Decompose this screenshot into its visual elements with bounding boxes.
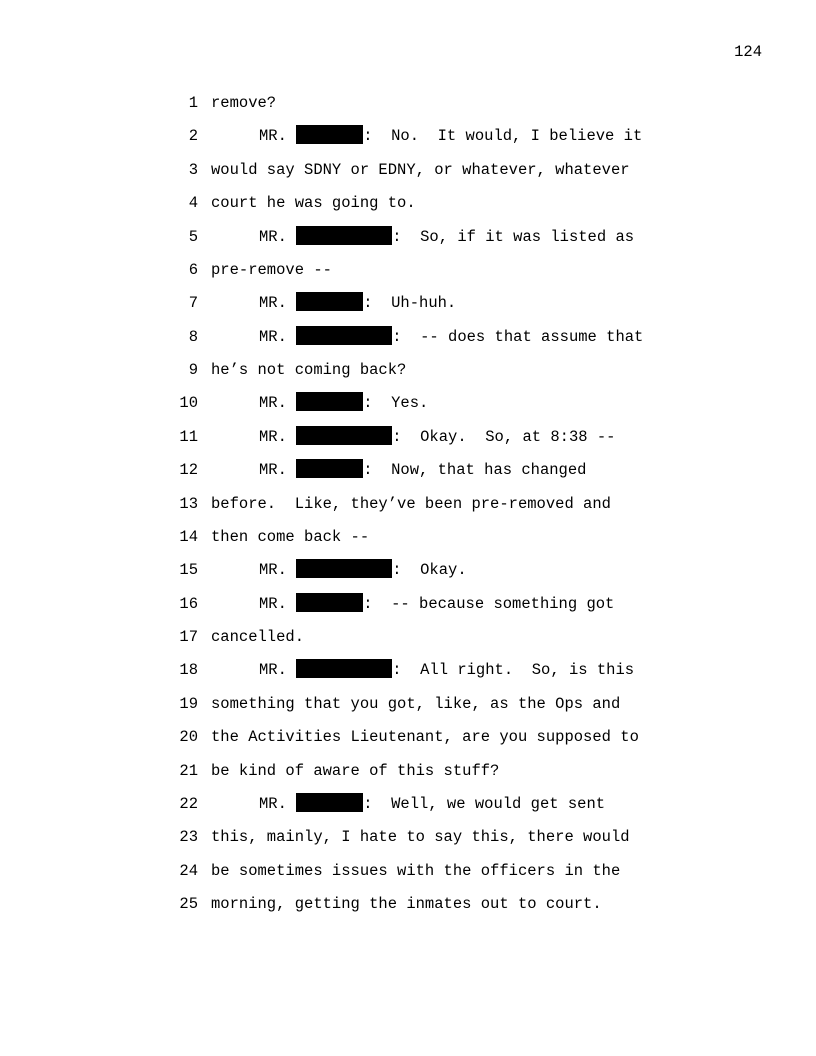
line-text: the Activities Lieutenant, are you supposed to bbox=[211, 728, 639, 747]
redaction-box bbox=[296, 392, 363, 411]
transcript-line bbox=[0, 159, 816, 192]
speech-text: : Well, we would get sent bbox=[363, 794, 606, 813]
speaker-prefix: MR. bbox=[259, 661, 297, 680]
speaker-line-text bbox=[259, 593, 614, 615]
speaker-prefix: MR. bbox=[259, 427, 297, 446]
line-number: 7 bbox=[188, 294, 198, 313]
line-number: 9 bbox=[188, 361, 198, 379]
transcript-line bbox=[0, 726, 816, 759]
line-text: would say SDNY or EDNY, or whatever, whatever bbox=[211, 160, 630, 179]
line-number: 20 bbox=[179, 728, 198, 747]
line-number: 14 bbox=[179, 527, 198, 546]
line-number: 18 bbox=[179, 661, 198, 680]
speaker-prefix: MR. bbox=[259, 461, 297, 480]
line-number: 8 bbox=[188, 327, 198, 346]
speech-text: : Okay. So, at 8:38 -- bbox=[392, 427, 616, 446]
speaker-line-text bbox=[259, 326, 643, 348]
speaker-prefix: MR. bbox=[259, 327, 297, 346]
speaker-prefix: MR. bbox=[259, 394, 297, 413]
transcript-line bbox=[0, 226, 816, 259]
speech-text: : Uh-huh. bbox=[363, 294, 457, 313]
speech-text: : No. It would, I believe it bbox=[363, 127, 643, 146]
line-number: 4 bbox=[188, 194, 198, 213]
transcript-line bbox=[0, 259, 816, 292]
speech-text: : Okay. bbox=[392, 561, 467, 580]
redaction-box bbox=[296, 593, 363, 612]
line-number: 19 bbox=[179, 694, 198, 713]
redaction-box bbox=[296, 659, 392, 678]
line-text: pre-remove -- bbox=[211, 260, 332, 279]
line-number: 12 bbox=[179, 461, 198, 480]
speaker-line-text bbox=[259, 459, 586, 481]
redaction-box bbox=[296, 559, 392, 578]
speaker-line-text bbox=[259, 125, 642, 147]
transcript-line bbox=[0, 593, 816, 626]
transcript-line bbox=[0, 392, 816, 425]
redaction-box bbox=[296, 125, 363, 144]
line-text: morning, getting the inmates out to court. bbox=[211, 895, 602, 913]
line-number: 13 bbox=[179, 494, 198, 513]
line-number: 22 bbox=[179, 794, 198, 813]
line-number: 1 bbox=[188, 94, 198, 112]
speaker-prefix: MR. bbox=[259, 561, 297, 580]
speaker-prefix: MR. bbox=[259, 594, 297, 613]
transcript-line bbox=[0, 493, 816, 526]
speaker-prefix: MR. bbox=[259, 794, 297, 813]
transcript-line bbox=[0, 92, 816, 125]
speaker-prefix: MR. bbox=[259, 294, 297, 313]
redaction-box bbox=[296, 326, 392, 345]
page-number: 124 bbox=[734, 43, 762, 61]
transcript-line bbox=[0, 826, 816, 859]
line-number: 6 bbox=[188, 260, 198, 279]
transcript-line bbox=[0, 459, 816, 492]
speaker-line-text bbox=[259, 226, 634, 248]
redaction-box bbox=[296, 459, 363, 478]
redaction-box bbox=[296, 793, 363, 812]
redaction-box bbox=[296, 292, 363, 311]
line-number: 23 bbox=[179, 828, 198, 847]
transcript-line bbox=[0, 125, 816, 158]
line-text: then come back -- bbox=[211, 527, 370, 546]
transcript-line bbox=[0, 626, 816, 659]
line-text: something that you got, like, as the Ops and bbox=[211, 694, 621, 713]
redaction-box bbox=[296, 226, 392, 245]
transcript-line bbox=[0, 693, 816, 726]
transcript-line bbox=[0, 559, 816, 592]
speech-text: : Now, that has changed bbox=[363, 461, 587, 480]
transcript-line bbox=[0, 860, 816, 893]
speech-text: : Yes. bbox=[363, 394, 429, 413]
speaker-line-text bbox=[259, 559, 467, 581]
transcript-line bbox=[0, 893, 816, 926]
speaker-prefix: MR. bbox=[259, 227, 297, 246]
transcript-line bbox=[0, 526, 816, 559]
line-text: cancelled. bbox=[211, 628, 305, 646]
line-number: 21 bbox=[179, 761, 198, 780]
line-text: be sometimes issues with the officers in the bbox=[211, 861, 621, 880]
speaker-line-text bbox=[259, 426, 615, 448]
speech-text: : All right. So, is this bbox=[392, 661, 635, 680]
speaker-line-text bbox=[259, 292, 456, 314]
line-number: 16 bbox=[179, 594, 198, 613]
transcript-line bbox=[0, 292, 816, 325]
line-number: 2 bbox=[188, 127, 198, 146]
line-number: 5 bbox=[188, 227, 198, 246]
line-text: be kind of aware of this stuff? bbox=[211, 761, 500, 780]
speaker-line-text bbox=[259, 793, 605, 815]
transcript-line bbox=[0, 659, 816, 692]
line-text: remove? bbox=[211, 94, 277, 112]
speaker-line-text bbox=[259, 659, 634, 681]
transcript-line bbox=[0, 426, 816, 459]
line-text: he’s not coming back? bbox=[211, 361, 407, 379]
line-number: 25 bbox=[179, 895, 198, 913]
transcript bbox=[0, 92, 816, 926]
line-text: this, mainly, I hate to say this, there would bbox=[211, 828, 630, 847]
redaction-box bbox=[296, 426, 392, 445]
speech-text: : -- because something got bbox=[363, 594, 615, 613]
line-number: 15 bbox=[179, 561, 198, 580]
transcript-line bbox=[0, 793, 816, 826]
speaker-line-text bbox=[259, 392, 428, 414]
line-text: before. Like, they’ve been pre-removed and bbox=[211, 494, 611, 513]
transcript-line bbox=[0, 359, 816, 392]
transcript-line bbox=[0, 192, 816, 225]
line-number: 11 bbox=[179, 427, 198, 446]
line-text: court he was going to. bbox=[211, 194, 416, 213]
line-number: 24 bbox=[179, 861, 198, 880]
line-number: 10 bbox=[179, 394, 198, 413]
speaker-prefix: MR. bbox=[259, 127, 297, 146]
speech-text: : -- does that assume that bbox=[392, 327, 644, 346]
speech-text: : So, if it was listed as bbox=[392, 227, 635, 246]
transcript-line bbox=[0, 326, 816, 359]
line-number: 17 bbox=[179, 628, 198, 646]
transcript-line bbox=[0, 760, 816, 793]
line-number: 3 bbox=[188, 160, 198, 179]
